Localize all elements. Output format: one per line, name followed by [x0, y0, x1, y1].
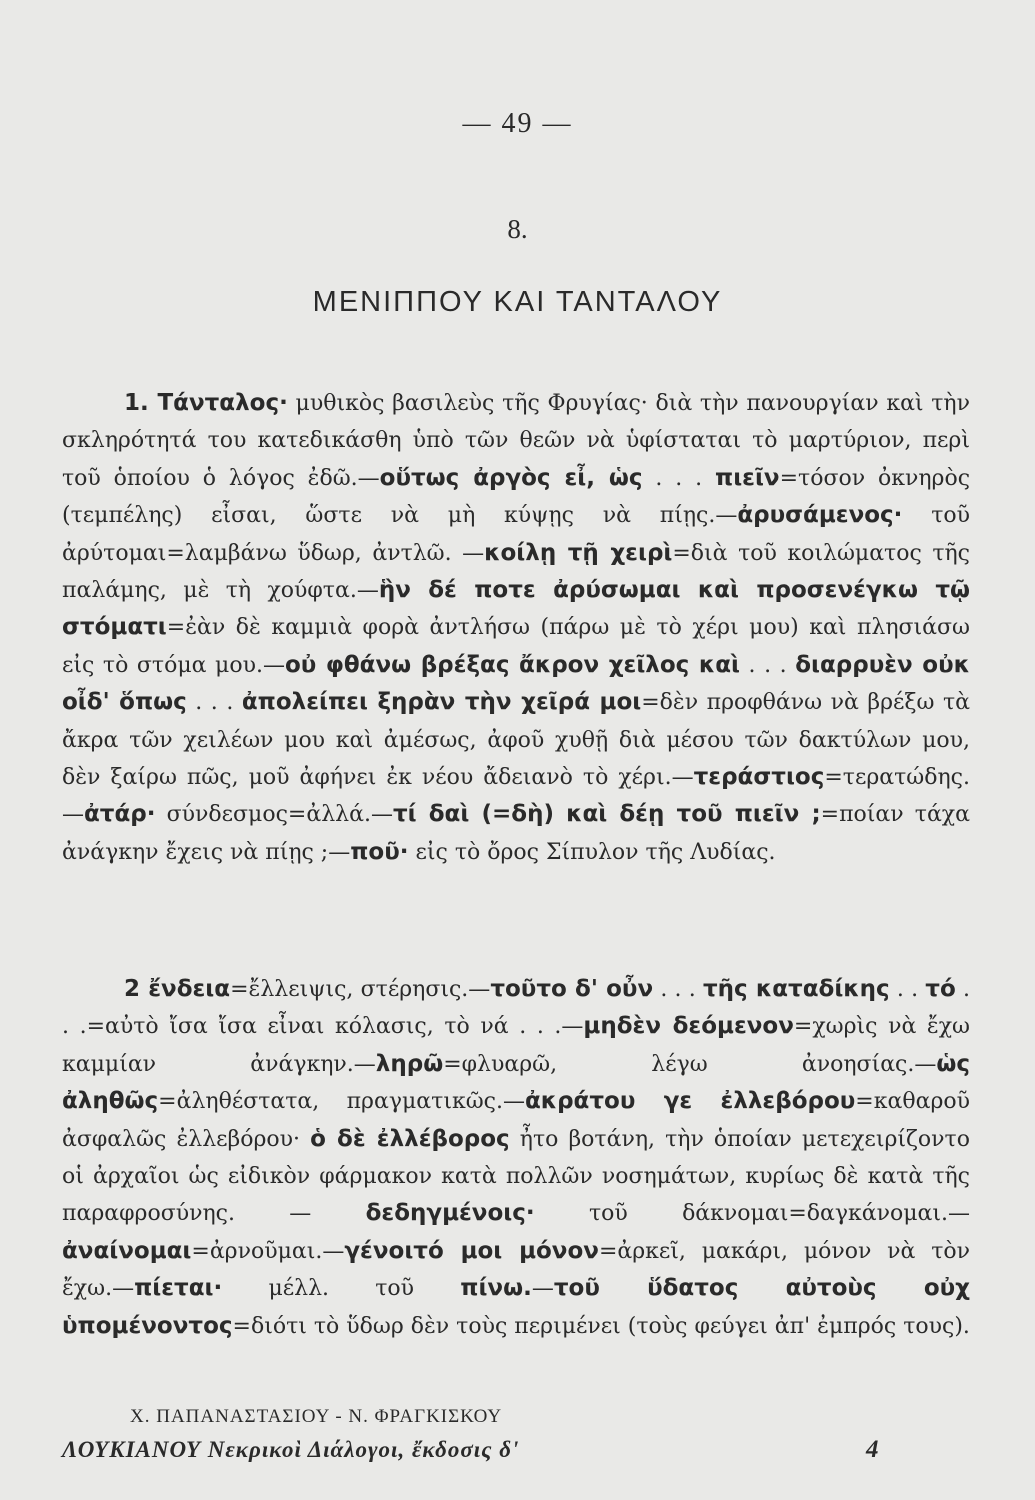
commentary-paragraph-1	[62, 385, 970, 871]
lemma-term: δεδηγμένοις·	[365, 1200, 535, 1227]
dialogue-title: ΜΕΝΙΠΠΟΥ ΚΑΙ ΤΑΝΤΑΛΟΥ	[312, 286, 723, 318]
lemma-term: τῆς καταδίκης	[702, 976, 890, 1002]
lemma-term: 2 ἔνδεια	[124, 976, 231, 1002]
gloss-text: τοῦ ἀρύτομαι=λαμβάνω ὕδωρ, ἀντλῶ. —	[62, 503, 970, 566]
lemma-term: κοίλῃ τῇ χειρὶ	[484, 539, 673, 566]
footer-authors: Χ. ΠΑΠΑΝΑΣΤΑΣΙΟΥ - Ν. ΦΡΑΓΚΙΣΚΟΥ	[130, 1406, 503, 1427]
lemma-term: τεράστιος	[693, 764, 825, 791]
lemma-term: ἀναίνομαι	[62, 1237, 192, 1264]
section-number: 8.	[507, 214, 528, 244]
commentary-paragraph-2	[62, 971, 970, 1345]
gloss-text: μυθικὸς βασιλεὺς τῆς Φρυγίας· διὰ τὴν πανουργίαν καὶ τὴν σκληρότητά του κατεδικάσθη ὑπὸ τῶν θεῶν νὰ ὑφίσταται τὸ μαρτύριον, περὶ τοῦ ὁποίου ὁ λόγος ἐδῶ.—	[62, 391, 970, 491]
lemma-term: γένοιτό μοι μόνον	[344, 1237, 599, 1264]
lemma-term: ὁ δὲ ἐλλέβορος	[310, 1125, 510, 1152]
gloss-text: μέλλ. τοῦ	[222, 1276, 461, 1302]
lemma-term: οὐ φθάνω βρέξας ἄκρον χεῖλος καὶ	[284, 651, 740, 678]
gloss-text: =ἐὰν δὲ καμμιὰ φορὰ ἀντλήσω (πάρω μὲ τὸ χέρι μου) καὶ πλησιάσω εἰς τὸ στόμα μου.—	[62, 615, 970, 678]
lemma-term: μηδὲν δεόμενον	[583, 1013, 794, 1040]
lemma-term: διαρρυὲν οὐκ οἶδ' ὅπως	[62, 651, 970, 716]
lemma-term: οὕτως ἀργὸς εἶ, ὡς	[379, 464, 643, 491]
printer-signature: 4	[866, 1436, 879, 1463]
gloss-text: =ἀρκεῖ, μακάρι, μόνον νὰ τὸν ἔχω.—	[62, 1238, 970, 1302]
lemma-term: τοῦ ὕδατος αὐτοὺς οὐχ ὑπομένοντος	[62, 1275, 970, 1339]
gloss-text: . . .	[642, 465, 715, 491]
lemma-term: ληρῶ	[375, 1050, 444, 1077]
gloss-text: ἦτο βοτάνη, τὴν ὁποίαν μετεχειρίζοντο οἱ ἀρχαῖοι ὡς εἰδικὸν φάρμακον κατὰ πολλῶν νοσημάτων, κυρίως δὲ κατὰ τῆς παραφροσύνης. —	[62, 1126, 970, 1227]
lemma-term: τί δαὶ (=δὴ) καὶ δέῃ τοῦ πιεῖν ;	[392, 801, 821, 828]
gloss-text: . . .=αὐτὸ ἴσα ἴσα εἶναι κόλασις, τὸ νά . . .—	[62, 977, 970, 1040]
lemma-term: ἀπολείπει ξηρὰν τὴν χεῖρά μοι	[241, 689, 642, 716]
gloss-text: —	[531, 1276, 554, 1302]
lemma-term: ἣν δέ ποτε ἀρύσωμαι καὶ προσενέγκω τῷ στόματι	[62, 577, 970, 641]
gloss-text: =διότι τὸ ὕδωρ δὲν τοὺς περιμένει (τοὺς φεύγει ἀπ' ἐμπρός τους).	[232, 1313, 970, 1339]
lemma-term: 1. Τάνταλος·	[124, 390, 288, 416]
gloss-text: =διὰ τοῦ κοιλώματος τῆς παλάμης, μὲ τὴ χούφτα.—	[62, 540, 971, 604]
lemma-term: τοῦτο δ' οὖν	[490, 976, 654, 1002]
gloss-text: . . .	[739, 652, 796, 678]
lemma-term: ποῦ·	[350, 838, 409, 865]
gloss-text: εἰς τὸ ὄρος Σίπυλον τῆς Λυδίας.	[408, 839, 776, 865]
lemma-term: πίεται·	[134, 1275, 223, 1302]
gloss-text: =τόσον ὀκνηρὸς (τεμπέλης) εἶσαι, ὥστε νὰ μὴ κύψῃς νὰ πίῃς.—	[62, 465, 971, 529]
gloss-text: =ἀληθέστατα, πραγματικῶς.—	[158, 1089, 525, 1115]
lemma-term: ἀρυσάμενος·	[737, 502, 903, 529]
lemma-term: ὡς ἀληθῶς	[62, 1050, 970, 1115]
gloss-text: =φλυαρῶ, λέγω ἀνοησίας.—	[443, 1051, 937, 1077]
lemma-term: τό	[925, 976, 956, 1002]
gloss-text: =ἀρνοῦμαι.—	[191, 1238, 345, 1264]
footer-book-title: ΛΟΥΚΙΑΝΟΥ Νεκρικοὶ Διάλογοι, ἔκδοσις δ'	[62, 1437, 520, 1462]
gloss-text: τοῦ δάκνομαι=δαγκάνομαι.—	[534, 1201, 970, 1227]
gloss-text: =τερατώδης. —	[62, 765, 970, 828]
gloss-text: . .	[889, 977, 926, 1002]
gloss-text: =ποίαν τάχα ἀνάγκην ἔχεις νὰ πίῃς ;—	[62, 802, 970, 865]
gloss-text: =χωρὶς νὰ ἔχω καμμίαν ἀνάγκην.—	[62, 1014, 970, 1077]
gloss-text: . . .	[653, 977, 703, 1002]
lemma-term: ἀτάρ·	[84, 801, 156, 828]
gloss-text: =καθαροῦ ἀσφαλῶς ἐλλεβόρου·	[62, 1089, 970, 1152]
lemma-term: πίνω.	[460, 1275, 532, 1302]
lemma-term: πιεῖν	[715, 464, 780, 491]
gloss-text: σύνδεσμος=ἀλλά.—	[155, 802, 393, 828]
gloss-text: =ἔλλειψις, στέρησις.—	[230, 977, 491, 1002]
gloss-text: . . .	[186, 690, 242, 716]
gloss-text: =δὲν προφθάνω νὰ βρέξω τὰ ἄκρα τῶν χειλέων μου καὶ ἀμέσως, ἀφοῦ χυθῇ διὰ μέσου τῶν δακτύλων μου, δὲν ξαίρω πῶς, μοῦ ἀφήνει ἐκ νέου ἄδειανὸ τὸ χέρι.—	[62, 690, 971, 791]
lemma-term: ἀκράτου γε ἐλλεβόρου	[524, 1088, 856, 1115]
page-number: — 49 —	[462, 108, 573, 139]
